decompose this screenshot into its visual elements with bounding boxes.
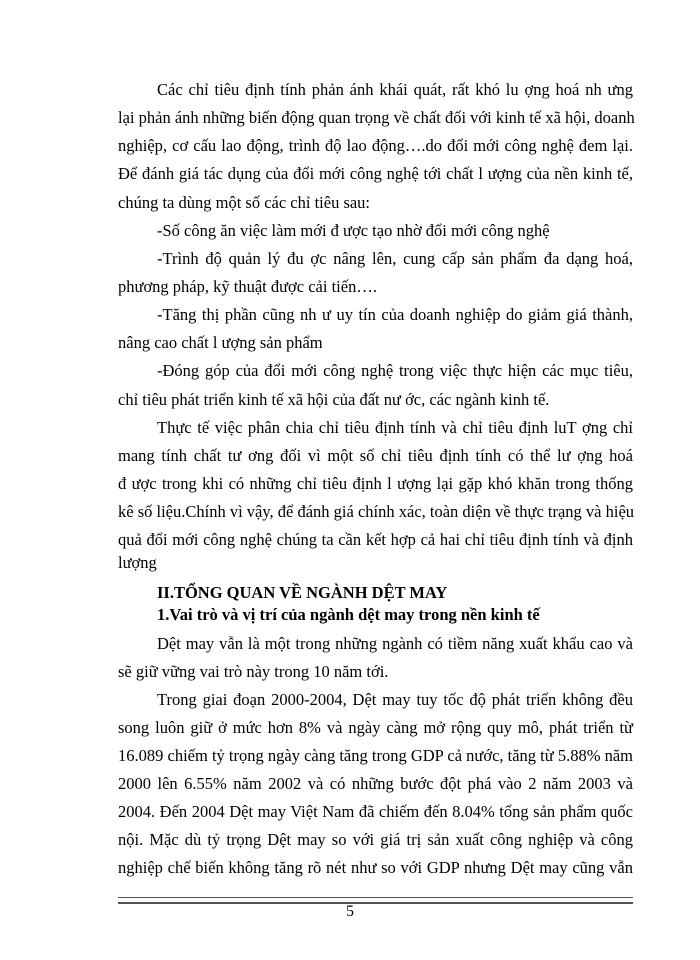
paragraph-line: Các chỉ tiêu định tính phản ánh khái quát, rất khó lu ợng hoá nh ưng: [157, 80, 633, 99]
paragraph-line: nghiệp chế biến không tăng rõ nét như so với GDP nhưng Dệt may cũng vẫn: [118, 858, 633, 877]
list-item: -Số công ăn việc làm mới đ ược tạo nhờ đổi mới công nghệ: [157, 221, 550, 240]
paragraph-line: Thực tế việc phân chia chỉ tiêu định tính và chỉ tiêu định luT ợng chỉ: [157, 418, 633, 437]
paragraph-line: 2000 lên 6.55% năm 2002 và có những bước đột phá vào 2 năm 2003 và: [118, 774, 633, 793]
paragraph-line: lại phản ánh những biến động quan trọng về chất đối với kinh tế xã hội, doanh: [118, 108, 635, 127]
paragraph-line: Để đánh giá tác dụng của đổi mới công nghệ tới chất l ượng của nền kinh tế,: [118, 164, 633, 183]
paragraph-line: nghiệp, cơ cấu lao động, trình độ lao động….do đổi mới công nghệ đem lại.: [118, 136, 633, 155]
list-item-continuation: chỉ tiêu phát triển kinh tế xã hội của đất nư ớc, các ngành kinh tế.: [118, 390, 550, 409]
paragraph-line: Trong giai đoạn 2000-2004, Dệt may tuy tốc độ phát triển không đều: [157, 690, 633, 709]
subsection-heading: 1.Vai trò và vị trí của ngành dệt may trong nền kinh tế: [157, 605, 540, 624]
paragraph-line: 16.089 chiếm tỷ trọng ngày càng tăng trong GDP cả nước, tăng từ 5.88% năm: [118, 746, 633, 765]
paragraph-line: nội. Mặc dù tỷ trọng Dệt may so với giá trị sản xuất công nghiệp và công: [118, 830, 633, 849]
list-item-continuation: nâng cao chất l ượng sản phẩm: [118, 333, 323, 352]
list-item: -Đóng góp của đổi mới công nghệ trong việc thực hiện các mục tiêu,: [157, 361, 633, 380]
paragraph-line: song luôn giữ ở mức hơn 8% và ngày càng mở rộng quy mô, phát triển từ: [118, 718, 633, 737]
list-item: -Trình độ quản lý đu ợc nâng lên, cung cấp sản phẩm đa dạng hoá,: [157, 249, 633, 268]
paragraph-line: kê số liệu.Chính vì vậy, để đánh giá chính xác, toàn diện về thực trạng và hiệu: [118, 502, 635, 521]
paragraph-line: mang tính chất tư ơng đối vì một số chỉ tiêu định tính có thể lư ợng hoá: [118, 446, 633, 465]
paragraph-line: lượng: [118, 553, 157, 572]
paragraph-line: chúng ta dùng một số các chỉ tiêu sau:: [118, 193, 371, 212]
list-item-continuation: phương pháp, kỹ thuật được cải tiến….: [118, 277, 377, 296]
paragraph-line: đ ược trong khi có những chỉ tiêu định l ượng lại gặp khó khăn trong thống: [118, 474, 633, 493]
paragraph-line: Dệt may vẫn là một trong những ngành có tiềm năng xuất khẩu cao và: [157, 634, 633, 653]
paragraph-line: sẽ giữ vững vai trò này trong 10 năm tới.: [118, 662, 389, 681]
section-heading: II.TỔNG QUAN VỀ NGÀNH DỆT MAY: [157, 583, 448, 602]
paragraph-line: 2004. Đến 2004 Dệt may Việt Nam đã chiếm đến 8.04% tổng sản phẩm quốc: [118, 802, 633, 821]
paragraph-line: quả đổi mới công nghệ chúng ta cần kết hợp cả hai chỉ tiêu định tính và định: [118, 530, 633, 549]
list-item: -Tăng thị phần cũng nh ư uy tín của doanh nghiệp do giảm giá thành,: [157, 305, 633, 324]
page-number: 5: [346, 903, 354, 920]
